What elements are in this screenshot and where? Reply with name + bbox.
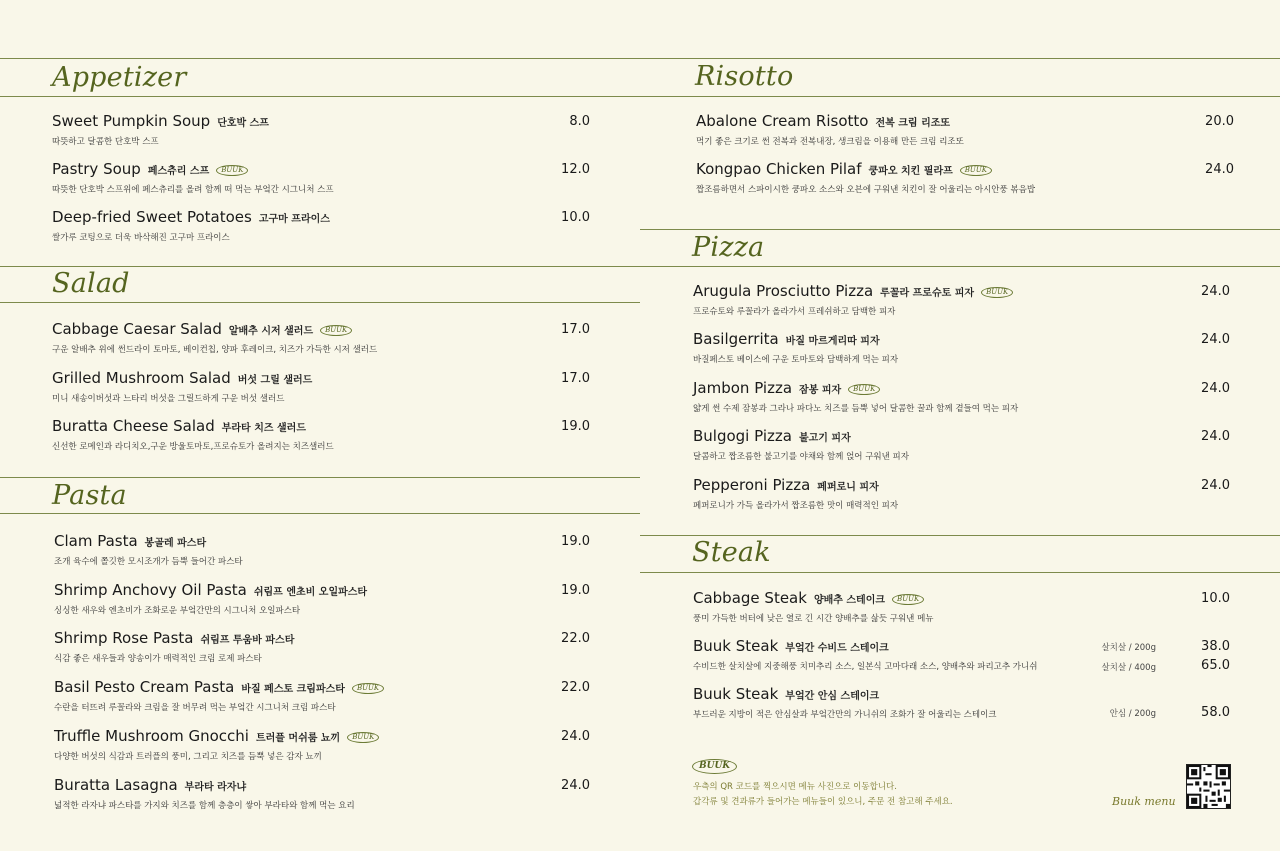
item-korean-name: 부라타 라자냐 <box>184 782 247 793</box>
divider <box>640 229 1280 230</box>
item-korean-name: 전복 크림 리조또 <box>875 118 951 129</box>
menu-item <box>693 589 934 624</box>
item-description: 싱싱한 새우와 엔초비가 조화로운 부엌간만의 시그니처 오일파스타 <box>54 606 301 616</box>
item-price: 24.0 <box>561 778 590 793</box>
item-description: 신선한 로메인과 라디치오,구운 방울토마토,프로슈토가 올려지는 치즈샐러드 <box>52 442 334 452</box>
menu-item <box>52 417 334 452</box>
item-name: Shrimp Rose Pasta <box>54 629 194 647</box>
item-description: 따뜻한 단호박 스프위에 페스츄리를 올려 함께 떠 먹는 부엌간 시그니처 스프 <box>52 185 334 195</box>
item-description: 따뜻하고 달콤한 단호박 스프 <box>52 137 159 147</box>
item-korean-name: 부라타 치즈 샐러드 <box>221 423 306 434</box>
item-name: Buratta Cheese Salad <box>52 417 215 435</box>
item-korean-name: 바질 페스토 크림파스타 <box>241 684 345 695</box>
section-title-steak: Steak <box>692 537 771 568</box>
item-korean-name: 고구마 프라이스 <box>258 214 330 225</box>
item-description: 미니 새송이버섯과 느타리 버섯을 그릴드하게 구운 버섯 샐러드 <box>52 394 285 404</box>
item-name: Basil Pesto Cream Pasta <box>54 678 235 696</box>
item-name: Cabbage Steak <box>693 589 807 607</box>
item-korean-name: 쉬림프 엔초비 오일파스타 <box>253 587 368 598</box>
item-name: Truffle Mushroom Gnocchi <box>54 727 249 745</box>
item-description: 먹기 좋은 크기로 썬 전복과 전복내장, 생크림을 이용해 만든 크림 리조또 <box>696 137 964 147</box>
item-description: 구운 알배추 위에 썬드라이 토마토, 베이컨칩, 양파 후레이크, 치즈가 가득한 시저 샐러드 <box>52 345 378 355</box>
item-name: Arugula Prosciutto Pizza <box>693 282 874 300</box>
menu-item <box>693 379 1018 414</box>
item-description: 다양한 버섯의 식감과 트러플의 풍미, 그리고 치즈를 듬뿍 넣은 감자 뇨끼 <box>54 752 322 762</box>
buuk-badge: BUUK <box>848 384 880 395</box>
item-name: Pastry Soup <box>52 160 141 178</box>
divider <box>0 513 640 514</box>
divider <box>0 266 640 267</box>
item-name: Basilgerrita <box>693 330 779 348</box>
qr-code-icon[interactable] <box>1186 764 1231 809</box>
item-korean-name: 바질 마르게리따 피자 <box>785 336 880 347</box>
item-name: Buuk Steak <box>693 637 779 655</box>
buuk-badge: BUUK <box>352 683 384 694</box>
menu-item <box>693 330 898 365</box>
item-price: 58.0 <box>1201 705 1230 720</box>
divider <box>0 302 640 303</box>
menu-item <box>693 637 1037 672</box>
menu-item <box>693 427 909 462</box>
item-price: 24.0 <box>561 729 590 744</box>
menu-item <box>52 208 330 243</box>
menu-item <box>696 112 964 147</box>
section-title-salad: Salad <box>52 268 130 299</box>
menu-item <box>54 678 384 713</box>
item-name: Grilled Mushroom Salad <box>52 369 231 387</box>
buuk-badge: BUUK <box>892 594 924 605</box>
menu-item <box>54 581 367 616</box>
menu-item <box>52 320 377 355</box>
divider <box>640 535 1280 536</box>
buuk-badge: BUUK <box>216 165 248 176</box>
section-title-risotto: Risotto <box>695 61 794 92</box>
divider <box>0 96 640 97</box>
item-price: 8.0 <box>569 114 590 129</box>
menu-item <box>54 727 379 762</box>
item-name: Cabbage Caesar Salad <box>52 320 222 338</box>
menu-item <box>54 629 294 664</box>
item-name: Buuk Steak <box>693 685 779 703</box>
item-name: Clam Pasta <box>54 532 138 550</box>
item-korean-name: 페스츄리 스프 <box>147 166 210 177</box>
item-price: 24.0 <box>1205 162 1234 177</box>
item-korean-name: 알배추 시저 샐러드 <box>228 326 314 337</box>
divider <box>640 96 1280 97</box>
item-name: Pepperoni Pizza <box>693 476 811 494</box>
divider <box>0 58 1280 59</box>
item-korean-name: 양배추 스테이크 <box>813 595 886 606</box>
buuk-logo: BUUK <box>692 759 737 774</box>
item-korean-name: 버섯 그릴 샐러드 <box>237 375 313 386</box>
item-name: Bulgogi Pizza <box>693 427 792 445</box>
item-description: 조개 육수에 쫄깃한 모시조개가 듬뿍 들어간 파스타 <box>54 557 243 567</box>
item-price: 10.0 <box>561 210 590 225</box>
item-name: Buratta Lasagna <box>54 776 178 794</box>
section-title-appetizer: Appetizer <box>52 62 187 93</box>
menu-item <box>52 112 269 147</box>
item-korean-name: 루꼴라 프로슈토 피자 <box>880 288 975 299</box>
buuk-badge: BUUK <box>320 325 352 336</box>
item-name: Shrimp Anchovy Oil Pasta <box>54 581 247 599</box>
item-price: 19.0 <box>561 419 590 434</box>
item-price: 65.0 <box>1201 658 1230 673</box>
menu-item <box>54 776 355 811</box>
item-korean-name: 트러플 머쉬룸 뇨끼 <box>255 733 341 744</box>
item-name: Deep-fried Sweet Potatoes <box>52 208 252 226</box>
item-price: 24.0 <box>1201 478 1230 493</box>
divider <box>640 266 1280 267</box>
item-price: 38.0 <box>1201 639 1230 654</box>
divider <box>0 477 640 478</box>
item-korean-name: 단호박 스프 <box>217 118 269 129</box>
item-name: Jambon Pizza <box>693 379 793 397</box>
item-price: 17.0 <box>561 371 590 386</box>
buuk-badge: BUUK <box>347 732 379 743</box>
item-korean-name: 쿵파오 치킨 필라프 <box>868 166 953 177</box>
item-description: 페퍼로니가 가득 올라가서 짭조름한 맛이 매력적인 피자 <box>693 501 899 511</box>
item-description: 수비드한 살치살에 지중해풍 치미추리 소스, 일본식 고마다래 소스, 양배추와 파리고추 가니쉬 <box>693 662 1038 672</box>
item-price: 19.0 <box>561 534 590 549</box>
footer-note-qr: 우측의 QR 코드를 찍으시면 메뉴 사진으로 이동합니다. <box>693 782 897 792</box>
item-description: 풍미 가득한 버터에 낮은 열로 긴 시간 양배추를 삶듯 구워낸 메뉴 <box>693 614 934 624</box>
item-price: 19.0 <box>561 583 590 598</box>
section-title-pizza: Pizza <box>692 232 765 263</box>
item-price: 10.0 <box>1201 591 1230 606</box>
item-korean-name: 페퍼로니 피자 <box>817 482 879 493</box>
buuk-menu-signature: Buuk menu <box>1112 795 1176 808</box>
menu-item <box>693 476 898 511</box>
item-price: 22.0 <box>561 680 590 695</box>
buuk-badge: BUUK <box>981 287 1013 298</box>
footer-note-allergy: 갑각류 및 견과류가 들어가는 메뉴들이 있으니, 주문 전 참고해 주세요. <box>693 797 953 807</box>
item-price: 20.0 <box>1205 114 1234 129</box>
item-description: 넓적한 라자냐 파스타를 가지와 치즈를 함께 층층이 쌓아 부라타와 함께 먹는 요리 <box>54 801 355 811</box>
item-korean-name: 쉬림프 투움바 파스타 <box>200 635 295 646</box>
item-description: 쌀가루 코팅으로 더욱 바삭해진 고구마 프라이스 <box>52 233 230 243</box>
item-name: Sweet Pumpkin Soup <box>52 112 211 130</box>
item-description: 부드러운 지방이 적은 안심살과 부엌간만의 가니쉬의 조화가 잘 어울리는 스테이크 <box>693 710 997 720</box>
option-label: 살치살 / 200g <box>1101 643 1156 653</box>
item-korean-name: 잠봉 피자 <box>799 385 842 396</box>
item-name: Kongpao Chicken Pilaf <box>696 160 862 178</box>
menu-item <box>52 160 334 195</box>
item-price: 24.0 <box>1201 284 1230 299</box>
menu-item <box>693 282 1013 317</box>
item-description: 식감 좋은 새우들과 양송이가 매력적인 크림 로제 파스타 <box>54 654 262 664</box>
item-description: 짭조름하면서 스파이시한 쿵파오 소스와 오븐에 구워낸 치킨이 잘 어울리는 아시안풍 볶음밥 <box>696 185 1036 195</box>
item-korean-name: 봉골레 파스타 <box>144 538 207 549</box>
item-description: 바질페스토 베이스에 구운 토마토와 담백하게 먹는 피자 <box>693 355 899 365</box>
item-description: 프로슈토와 루꼴라가 올라가서 프레쉬하고 담백한 피자 <box>693 307 896 317</box>
item-price: 12.0 <box>561 162 590 177</box>
item-korean-name: 불고기 피자 <box>798 433 851 444</box>
item-name: Abalone Cream Risotto <box>696 112 869 130</box>
item-korean-name: 부엌간 안심 스테이크 <box>785 691 880 702</box>
divider <box>640 572 1280 573</box>
item-price: 24.0 <box>1201 332 1230 347</box>
menu-item <box>54 532 243 567</box>
menu-item <box>696 160 1035 195</box>
buuk-badge: BUUK <box>960 165 992 176</box>
item-korean-name: 부엌간 수비드 스테이크 <box>785 643 889 654</box>
item-price: 24.0 <box>1201 429 1230 444</box>
item-price: 22.0 <box>561 631 590 646</box>
option-label: 살치살 / 400g <box>1101 663 1156 673</box>
item-description: 얇게 썬 수제 잠봉과 그라나 파다노 치즈를 듬뿍 넣어 달콤한 꿀과 함께 곁들여 먹는 피자 <box>693 404 1019 414</box>
option-label: 안심 / 200g <box>1109 709 1156 719</box>
menu-item <box>52 369 312 404</box>
item-description: 수란을 터뜨려 루꼴라와 크림을 잘 버무려 먹는 부엌간 시그니처 크림 파스타 <box>54 703 336 713</box>
section-title-pasta: Pasta <box>52 480 127 511</box>
item-price: 24.0 <box>1201 381 1230 396</box>
menu-item <box>693 685 997 720</box>
item-price: 17.0 <box>561 322 590 337</box>
item-description: 달콤하고 짭조름한 불고기를 야채와 함께 얹어 구워낸 피자 <box>693 452 909 462</box>
